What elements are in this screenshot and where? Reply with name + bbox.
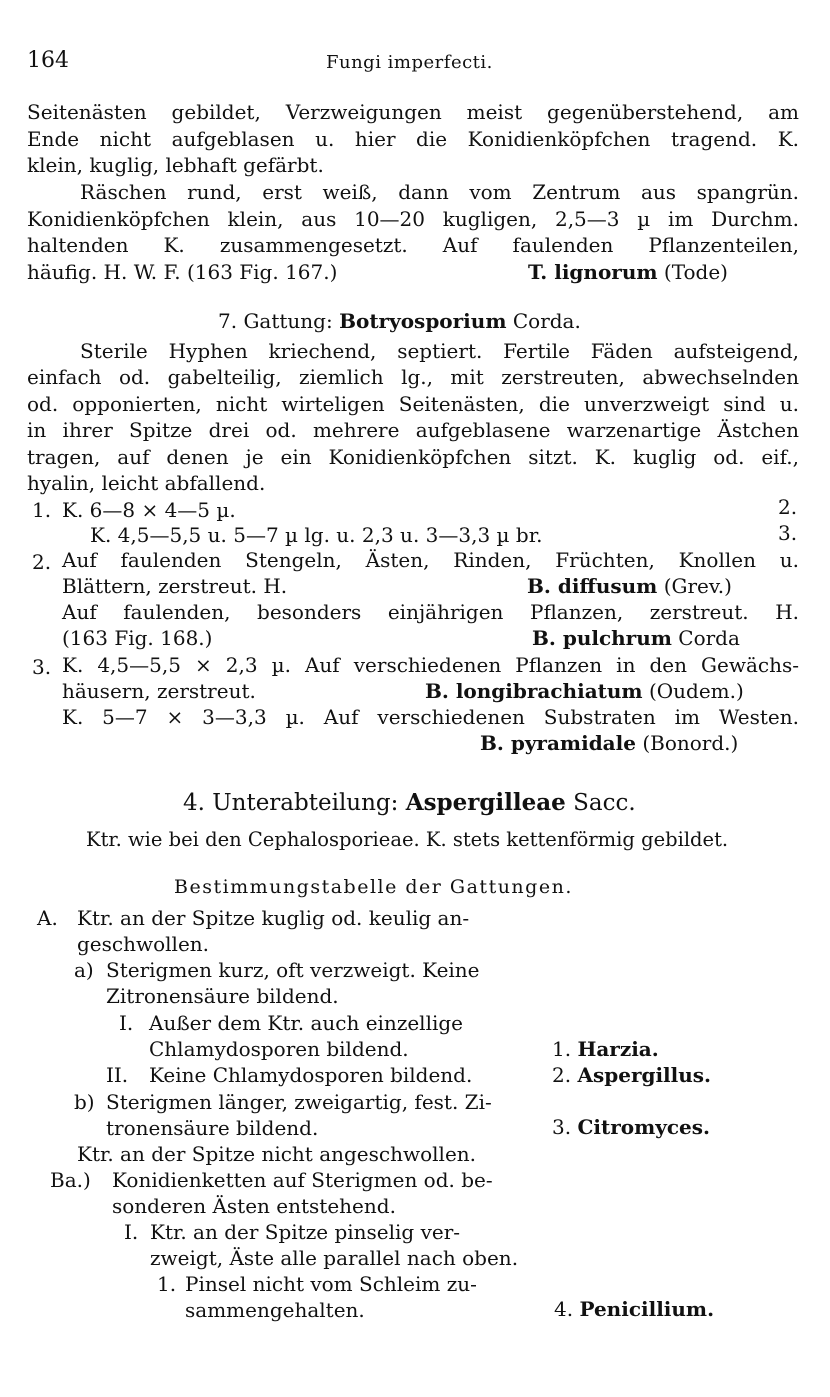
text-line: Sterile Hyphen kriechend, septiert. Fertile Fäden aufsteigend, — [80, 339, 799, 363]
key-label: Ba.) — [50, 1168, 91, 1192]
text-line: klein, kuglig, lebhaft gefärbt. — [27, 153, 324, 177]
key-text: Ktr. an der Spitze nicht angeschwollen. — [77, 1142, 477, 1166]
species-author: (Oudem.) — [648, 679, 744, 703]
text-line: od. opponierten, nicht wirteligen Seitenästen, die unverzweigt sind u. — [27, 392, 799, 416]
key-text: Auf faulenden Stengeln, Ästen, Rinden, Früchten, Knollen u. — [62, 548, 799, 572]
species-name: T. lignorum — [528, 260, 658, 284]
species-author: (Tode) — [663, 260, 728, 284]
key-label: 1. — [157, 1272, 177, 1296]
genus-heading — [218, 308, 581, 334]
key-label: I. — [119, 1011, 134, 1035]
key-text: Ktr. an der Spitze kuglig od. keulig an- — [77, 906, 470, 930]
species-entry — [480, 730, 738, 756]
key-number: 2. — [32, 550, 52, 574]
key-text: Zitronensäure bildend. — [106, 984, 339, 1008]
key-text: K. 4,5—5,5 u. 5—7 µ lg. u. 2,3 u. 3—3,3 µ br. — [90, 523, 543, 547]
key-text: Konidienketten auf Sterigmen od. be- — [112, 1168, 493, 1192]
species-entry — [532, 625, 740, 651]
key-text: Sterigmen länger, zweigartig, fest. Zi- — [106, 1090, 492, 1114]
species-entry — [425, 678, 744, 704]
genus-prefix: 7. Gattung: — [218, 309, 333, 333]
text-line: hyalin, leicht abfallend. — [27, 471, 266, 495]
key-text: Sterigmen kurz, oft verzweigt. Keine — [106, 958, 480, 982]
genus-number: 1. — [552, 1037, 572, 1061]
table-title: Bestimmungstabelle der Gattungen. — [174, 876, 573, 898]
species-name: B. pulchrum — [532, 626, 672, 650]
key-text: Auf faulenden, besonders einjährigen Pflanzen, zerstreut. H. — [62, 600, 799, 624]
species-name: B. pyramidale — [480, 731, 636, 755]
species-entry — [528, 259, 728, 285]
subdivision-name: Aspergilleae — [405, 789, 566, 816]
key-text: häusern, zerstreut. — [62, 679, 256, 703]
key-label: I. — [124, 1220, 139, 1244]
key-text: Ktr. an der Spitze pinselig ver- — [150, 1220, 461, 1244]
genus-name: Penicillium. — [579, 1297, 715, 1321]
genus-name: Aspergillus. — [577, 1063, 712, 1087]
key-text: K. 6—8 × 4—5 µ. — [62, 498, 236, 522]
key-ref: 3. — [778, 521, 798, 545]
genus-name: Citromyces. — [577, 1115, 710, 1139]
genus-name: Botryosporium — [339, 309, 507, 333]
key-text: sonderen Ästen entstehend. — [112, 1194, 396, 1218]
text-line: einfach od. gabelteilig, ziemlich lg., mit zerstreuten, abwechselnden — [27, 365, 799, 389]
genus-entry — [552, 1062, 711, 1088]
key-text: Keine Chlamydosporen bildend. — [149, 1063, 473, 1087]
key-text: sammengehalten. — [185, 1298, 365, 1322]
key-text: geschwollen. — [77, 932, 210, 956]
page-number: 164 — [27, 48, 69, 73]
text-line: Räschen rund, erst weiß, dann vom Zentrum aus spangrün. — [80, 180, 799, 204]
species-entry — [527, 573, 732, 599]
subdivision-heading — [183, 788, 636, 818]
genus-number: 2. — [552, 1063, 572, 1087]
genus-entry — [552, 1036, 659, 1062]
genus-entry — [554, 1296, 714, 1322]
running-title: Fungi imperfecti. — [326, 52, 493, 73]
text-line: in ihrer Spitze drei od. mehrere aufgeblasene warzenartige Ästchen — [27, 418, 799, 442]
text-line: Ende nicht aufgeblasen u. hier die Konidienköpfchen tragend. K. — [27, 127, 799, 151]
genus-number: 3. — [552, 1115, 572, 1139]
genus-name: Harzia. — [577, 1037, 659, 1061]
text-line: häufig. H. W. F. (163 Fig. 167.) — [27, 260, 338, 284]
key-text: Blättern, zerstreut. H. — [62, 574, 288, 598]
key-text: Chlamydosporen bildend. — [149, 1037, 409, 1061]
key-label: A. — [37, 906, 58, 930]
key-text: Außer dem Ktr. auch einzellige — [149, 1011, 464, 1035]
key-text: K. 5—7 × 3—3,3 µ. Auf verschiedenen Substraten im Westen. — [62, 705, 799, 729]
key-text: zweigt, Äste alle parallel nach oben. — [150, 1246, 519, 1270]
genus-entry — [552, 1114, 710, 1140]
key-label: b) — [74, 1090, 95, 1114]
genus-author: Corda. — [512, 309, 581, 333]
key-text: K. 4,5—5,5 × 2,3 µ. Auf verschiedenen Pflanzen in den Gewächs- — [62, 653, 799, 677]
text-line: tragen, auf denen je ein Konidienköpfchen sitzt. K. kuglig od. eif., — [27, 445, 799, 469]
key-label: II. — [106, 1063, 129, 1087]
species-author: Corda — [678, 626, 740, 650]
key-ref: 2. — [778, 495, 798, 519]
subdivision-prefix: 4. Unterabteilung: — [183, 790, 399, 816]
text-line: Seitenästen gebildet, Verzweigungen meist gegenüberstehend, am — [27, 100, 799, 124]
species-name: B. diffusum — [527, 574, 658, 598]
subdivision-description: Ktr. wie bei den Cephalosporieae. K. stets kettenförmig gebildet. — [86, 828, 729, 851]
text-line: haltenden K. zusammengesetzt. Auf faulenden Pflanzenteilen, — [27, 233, 799, 257]
key-text: tronensäure bildend. — [106, 1116, 319, 1140]
key-label: a) — [74, 958, 94, 982]
key-text: Pinsel nicht vom Schleim zu- — [185, 1272, 477, 1296]
text-line: Konidienköpfchen klein, aus 10—20 kugligen, 2,5—3 µ im Durchm. — [27, 207, 799, 231]
species-name: B. longibrachiatum — [425, 679, 643, 703]
species-author: (Bonord.) — [642, 731, 739, 755]
key-text: (163 Fig. 168.) — [62, 626, 213, 650]
subdivision-author: Sacc. — [573, 790, 636, 816]
key-number: 3. — [32, 655, 52, 679]
key-number: 1. — [32, 498, 52, 522]
species-author: (Grev.) — [663, 574, 732, 598]
genus-number: 4. — [554, 1297, 574, 1321]
